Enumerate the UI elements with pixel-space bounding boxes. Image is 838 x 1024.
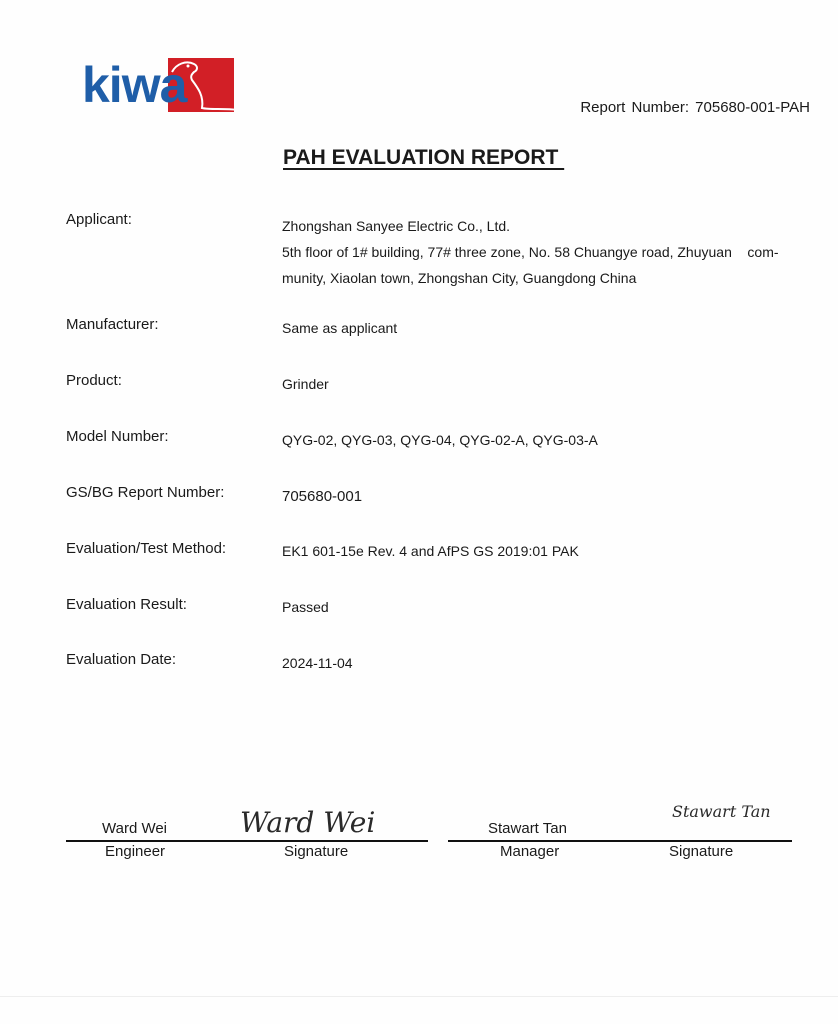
manager-handwritten-signature: Stawart Tan bbox=[672, 802, 771, 821]
manager-signature-label: Signature bbox=[669, 843, 734, 860]
test-method-value: EK1 601-15e Rev. 4 and AfPS GS 2019:01 PAK bbox=[282, 543, 579, 559]
gs-bg-report-number-value: 705680-001 bbox=[282, 488, 363, 505]
engineer-signature-label: Signature bbox=[284, 843, 349, 860]
applicant-address-line1: 5th floor of 1# building, 77# three zone, No. 58 Chuangye road, Zhuyuan com- bbox=[282, 244, 779, 260]
page-bottom-divider bbox=[0, 996, 838, 997]
applicant-value bbox=[282, 213, 802, 291]
model-number-label: Model Number: bbox=[66, 428, 169, 445]
applicant-label: Applicant: bbox=[66, 211, 132, 228]
model-number-value: QYG-02, QYG-03, QYG-04, QYG-02-A, QYG-03-A bbox=[282, 432, 598, 448]
evaluation-date-label: Evaluation Date: bbox=[66, 651, 177, 668]
manager-name: Stawart Tan bbox=[488, 820, 567, 837]
manufacturer-value: Same as applicant bbox=[282, 320, 398, 336]
manager-signature-line bbox=[448, 840, 792, 842]
product-label: Product: bbox=[66, 372, 122, 389]
gs-bg-report-number-label: GS/BG Report Number: bbox=[66, 484, 225, 501]
logo-text: kiwa bbox=[82, 57, 187, 113]
engineer-signature-line bbox=[66, 840, 428, 842]
evaluation-result-value: Passed bbox=[282, 599, 329, 615]
page-title: PAH EVALUATION REPORT bbox=[283, 146, 565, 169]
engineer-handwritten-signature: Ward Wei bbox=[240, 806, 376, 839]
engineer-role: Engineer bbox=[105, 843, 166, 860]
test-method-label: Evaluation/Test Method: bbox=[66, 540, 227, 557]
manufacturer-label: Manufacturer: bbox=[66, 316, 159, 333]
applicant-name: Zhongshan Sanyee Electric Co., Ltd. bbox=[282, 218, 511, 234]
report-number: Report Number: 705680-001-PAH bbox=[580, 99, 810, 116]
manager-role: Manager bbox=[500, 843, 560, 860]
product-value: Grinder bbox=[282, 376, 329, 392]
evaluation-date-value: 2024-11-04 bbox=[282, 655, 353, 671]
engineer-name: Ward Wei bbox=[102, 820, 168, 837]
evaluation-result-label: Evaluation Result: bbox=[66, 596, 187, 613]
kiwa-logo bbox=[80, 56, 238, 114]
applicant-address-line2: munity, Xiaolan town, Zhongshan City, Guangdong China bbox=[282, 270, 637, 286]
